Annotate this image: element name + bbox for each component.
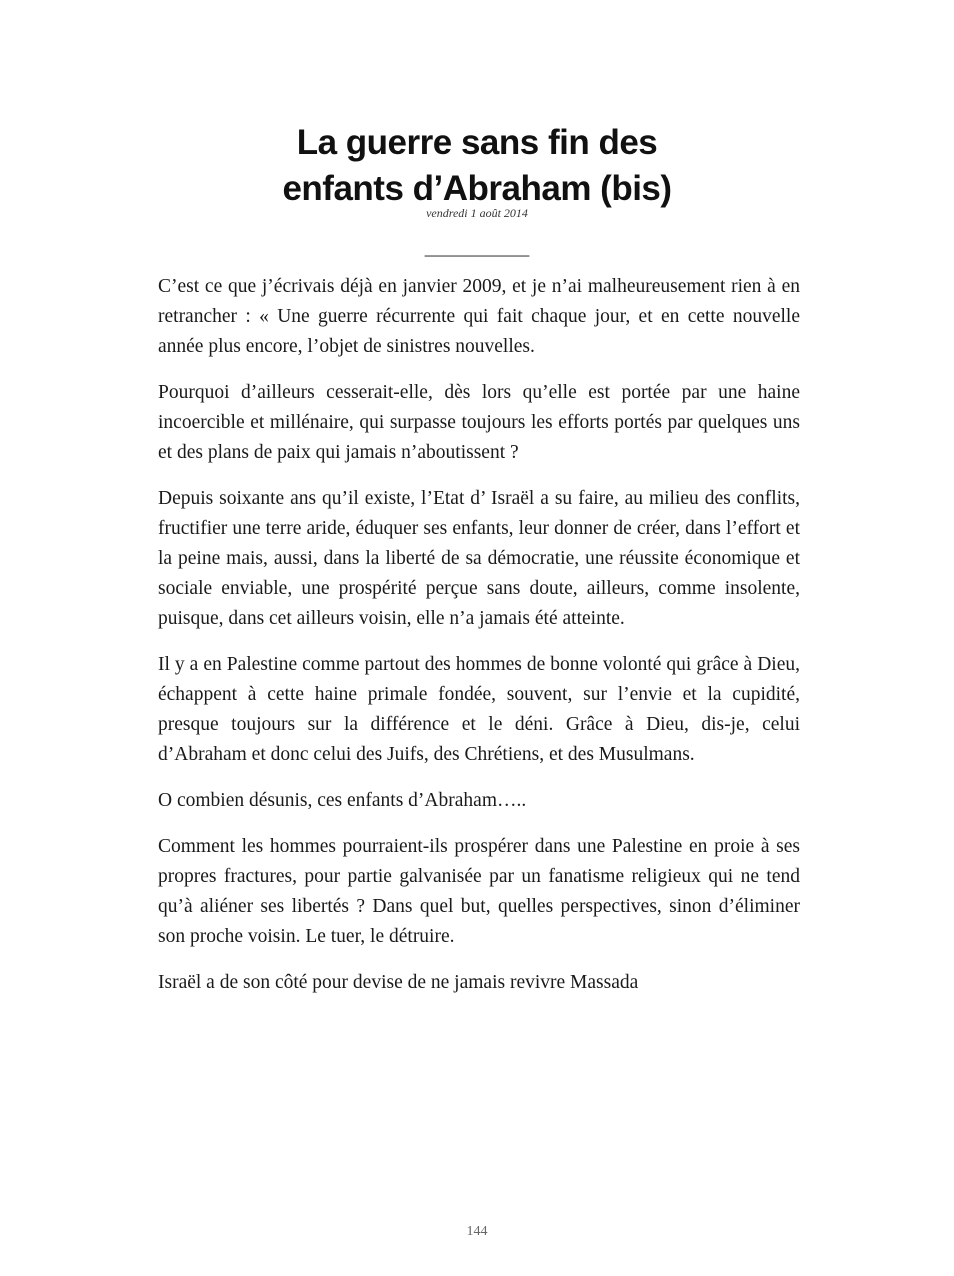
separator-line: ___________ [424,238,530,259]
paragraph-4: Il y a en Palestine comme partout des hommes de bonne volonté qui grâce à Dieu, échappent à cette haine primale fondée, souvent, sur l’envie et la cupidité, presque toujours sur la différence et le déni. Grâce à Dieu, dis-je, celui d’Abraham et donc celui des Juifs, des Chrétiens, et des Musulmans. [158,654,800,765]
paragraph-3: Depuis soixante ans qu’il existe, l’Etat d’ Israël a su faire, au milieu des conflits, fructifier une terre aride, éduquer ses enfants, leur donner de créer, dans l’effort et la peine mais, aussi, dans la liberté de sa démocratie, une réussite économique et sociale enviable, une prospérité perçue sans doute, ailleurs, comme insolente, puisque, dans cet ailleurs voisin, elle n’a jamais été atteinte. [158,488,800,629]
publication-date: vendredi 1 août 2014 [426,206,528,220]
article-body [158,272,800,1014]
title-line-1: La guerre sans fin des [296,123,658,162]
paragraph-7: Israël a de son côté pour devise de ne jamais revivre Massada [158,972,639,993]
title-line-2: enfants d’Abraham (bis) [282,169,672,208]
paragraph-6: Comment les hommes pourraient-ils prospérer dans une Palestine en proie à ses propres fractures, pour partie galvanisée par un fanatisme religieux qui ne tend qu’à aliéner ses libertés ? Dans quel but, quelles perspectives, sinon d’éliminer son proche voisin. Le tuer, le détruire. [158,836,800,947]
paragraph-5: O combien désunis, ces enfants d’Abraham….. [158,790,527,811]
page-title [0,120,954,212]
page-number: 144 [466,1224,488,1239]
paragraph-1: C’est ce que j’écrivais déjà en janvier 2009, et je n’ai malheureusement rien à en retrancher : « Une guerre récurrente qui fait chaque jour, et en cette nouvelle année plus encore, l’objet de sinistres nouvelles. [158,276,800,357]
paragraph-2: Pourquoi d’ailleurs cesserait-elle, dès lors qu’elle est portée par une haine incoercible et millénaire, qui surpasse toujours les efforts portés par quelques uns et des plans de paix qui jamais n’aboutissent ? [158,382,800,463]
